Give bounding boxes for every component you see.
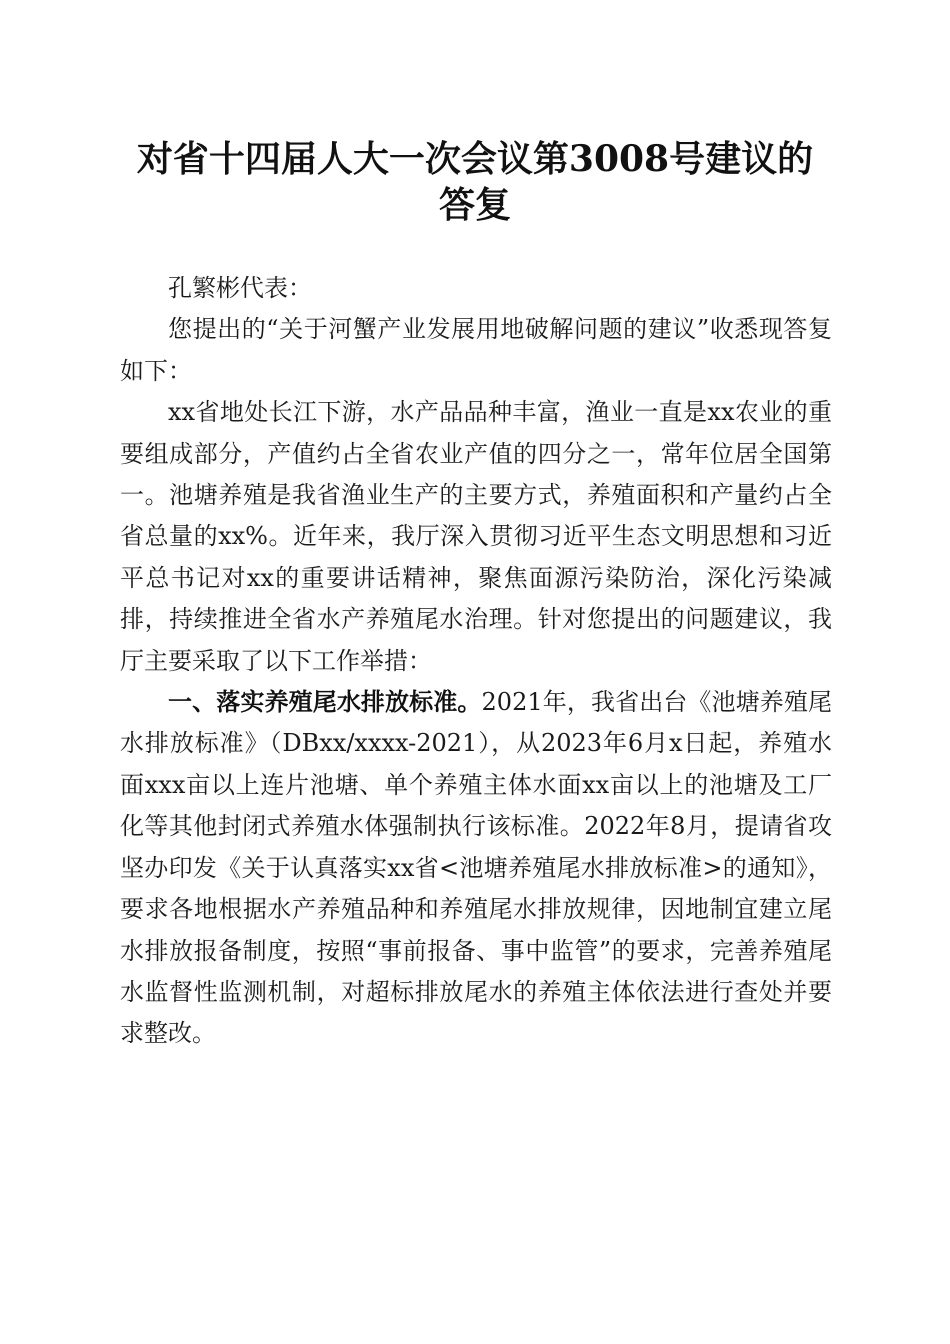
section-1-paragraph <box>120 682 832 1055</box>
document-title: 对省十四届人大一次会议第3008号建议的答复 <box>136 138 814 226</box>
section-1-heading: 一、落实养殖尾水排放标准。 <box>168 688 482 717</box>
document-body <box>120 268 832 1055</box>
section-1-text: 2021年，我省出台《池塘养殖尾水排放标准》（DBxx/xxxx-2021），从2023年6月x日起，养殖水面xxx亩以上连片池塘、单个养殖主体水面xx亩以上的池塘及工厂化等其他封闭式养殖水体强制执行该标准。2022年8月，提请省攻坚办印发《关于认真落实xx省<池塘养殖尾水排放标准>的通知》，要求各地根据水产养殖品种和养殖尾水排放规律，因地制宜建立尾水排放报备制度，按照“事前报备、事中监管”的要求，完善养殖尾水监督性监测机制，对超标排放尾水的养殖主体依法进行查处并要求整改。 <box>120 688 833 1048</box>
intro-paragraph: 您提出的“关于河蟹产业发展用地破解问题的建议”收悉现答复如下： <box>120 315 832 385</box>
salutation: 孔繁彬代表： <box>168 274 312 302</box>
background-paragraph: xx省地处长江下游，水产品品种丰富，渔业一直是xx农业的重要组成部分，产值约占全省农业产值的四分之一，常年位居全国第一。池塘养殖是我省渔业生产的主要方式，养殖面积和产量约占全省总量的xx%。近年来，我厅深入贯彻习近平生态文明思想和习近平总书记对xx的重要讲话精神，聚焦面源污染防治，深化污染减排，持续推进全省水产养殖尾水治理。针对您提出的问题建议，我厅主要采取了以下工作举措： <box>120 398 832 675</box>
